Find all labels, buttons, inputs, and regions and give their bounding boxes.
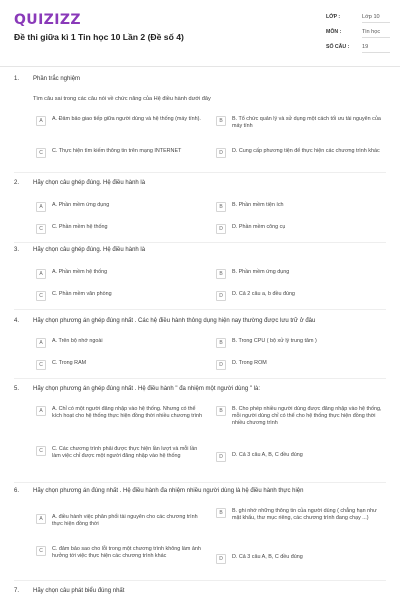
option-text: C. Thực hiện tìm kiếm thông tin trên mạng INTERNET <box>52 148 182 154</box>
option-letter-box: D <box>216 224 226 234</box>
option-text: B. ghi nhớ những thông tin của người dùng ( chẳng hạn như mật khẩu, thư mục riêng, các chương trình đang chạy ...) <box>232 508 377 521</box>
question-divider <box>14 482 386 483</box>
option-letter-box: B <box>216 406 226 416</box>
option-text: D. Cả 3 câu A, B, C đều đúng <box>232 452 303 458</box>
option-text: A. điều hành việc phân phối tài nguyên cho các chương trình thực hiện đồng thời <box>52 514 198 527</box>
option-text: A. Phần mềm hệ thống <box>52 269 108 275</box>
option-letter-box: A <box>36 269 46 279</box>
option-letter-box: D <box>216 360 226 370</box>
option-letter-box: C <box>36 291 46 301</box>
question-number: 2. <box>14 180 20 186</box>
option-text: D. Cả 2 câu a, b đều đúng <box>232 291 295 297</box>
question-divider <box>14 242 386 243</box>
document-title: Đề thi giữa kì 1 Tin học 10 Lần 2 (Đề số 4) <box>14 32 184 42</box>
option-letter-box: D <box>216 291 226 301</box>
option-letter-box: A <box>36 202 46 212</box>
option-letter-box: C <box>36 360 46 370</box>
option-text: A. Chỉ có một người đăng nhập vào hệ thống. Nhưng có thể kích hoạt cho hệ thống thực hiện đồng thời nhiều chương trình <box>52 406 203 419</box>
option-text: B. Phần mềm ứng dụng <box>232 269 290 275</box>
question-text: Hãy chọn phương án ghép đúng nhất . Hệ điều hành " đa nhiệm một người dùng " là: <box>33 386 260 392</box>
question-number: 5. <box>14 386 20 392</box>
option-text: A. Đảm bảo giao tiếp giữa người dùng và hệ thống (máy tính). <box>52 116 201 122</box>
option-letter-box: C <box>36 446 46 456</box>
question-number: 7. <box>14 588 20 594</box>
option-letter-box: C <box>36 546 46 556</box>
question-divider <box>14 580 386 581</box>
question-text: Hãy chọn câu ghép đúng. Hệ điều hành là <box>33 180 146 186</box>
question-divider <box>14 378 386 379</box>
option-letter-box: D <box>216 148 226 158</box>
question-number: 4. <box>14 318 20 324</box>
quizizz-logo: QUIZIZZ <box>14 12 81 28</box>
option-text: C. Phần mềm văn phòng <box>52 291 112 297</box>
option-text: B. Phần mềm tiện ích <box>232 202 284 208</box>
option-text: A. Phần mềm ứng dụng <box>52 202 110 208</box>
option-text: B. Trong CPU ( bộ xử lý trung tâm ) <box>232 338 317 344</box>
option-letter-box: B <box>216 269 226 279</box>
option-text: C. Phần mềm hệ thống <box>52 224 108 230</box>
meta-subject-label: MÔN : <box>326 29 342 35</box>
option-letter-box: B <box>216 508 226 518</box>
meta-class-label: LỚP : <box>326 14 341 20</box>
option-text: D. Trong ROM <box>232 360 267 366</box>
meta-question-count-value: 19 <box>362 44 390 53</box>
option-letter-box: B <box>216 202 226 212</box>
option-letter-box: D <box>216 452 226 462</box>
option-text: C. Các chương trình phải được thực hiện lần lượt và mỗi lần làm việc chỉ được một người đăng nhập vào hệ thống <box>52 446 198 459</box>
option-letter-box: C <box>36 224 46 234</box>
page-header <box>0 0 400 67</box>
option-letter-box: A <box>36 514 46 524</box>
question-text: Hãy chọn phương án đúng nhất . Hệ điều hành đa nhiệm nhiều người dùng là hệ điều hành thực hiện <box>33 488 304 494</box>
meta-question-count-label: SỐ CÂU : <box>326 44 350 50</box>
option-text: D. Cả 3 câu A, B, C đều đúng <box>232 554 303 560</box>
option-text: D. Phần mềm công cụ <box>232 224 286 230</box>
question-text: Hãy chọn câu phát biểu đúng nhất <box>33 588 125 594</box>
option-text: C. Trong RAM <box>52 360 87 366</box>
option-letter-box: D <box>216 554 226 564</box>
question-number: 6. <box>14 488 20 494</box>
meta-subject-value: Tin học <box>362 29 390 38</box>
question-divider <box>14 172 386 173</box>
question-text: Hãy chọn phương án ghép đúng nhất . Các hệ điều hành thông dụng hiện nay thường được lưu trữ ở đâu <box>33 318 316 324</box>
meta-class-value: Lớp 10 <box>362 14 390 23</box>
option-text: C. đảm bảo sao cho lỗi trong một chương trình không làm ảnh hưởng tới việc thực hiện các chương trình khác <box>52 546 201 559</box>
question-number: 1. <box>14 76 20 82</box>
option-letter-box: A <box>36 406 46 416</box>
question-text: Hãy chọn câu ghép đúng. Hệ điều hành là <box>33 247 146 253</box>
question-divider <box>14 309 386 310</box>
question-subtext: Tìm câu sai trong các câu nói về chức năng của Hệ điều hành dưới đây <box>33 96 211 102</box>
question-number: 3. <box>14 247 20 253</box>
option-letter-box: C <box>36 148 46 158</box>
option-text: A. Trên bộ nhớ ngoài <box>52 338 103 344</box>
option-letter-box: A <box>36 338 46 348</box>
option-letter-box: B <box>216 116 226 126</box>
question-text: Phần trắc nghiệm <box>33 76 81 82</box>
option-text: B. Tổ chức quản lý và sử dụng một cách tối ưu tài nguyên của máy tính <box>232 116 381 129</box>
option-letter-box: B <box>216 338 226 348</box>
option-text: D. Cung cấp phương tiện để thực hiện các chương trình khác <box>232 148 380 154</box>
option-letter-box: A <box>36 116 46 126</box>
option-text: B. Cho phép nhiều người dùng được đăng nhập vào hệ thống, mỗi người dùng chỉ có thể cho hệ thống thực hiện đồng thời nhiều chương trình <box>232 406 382 426</box>
